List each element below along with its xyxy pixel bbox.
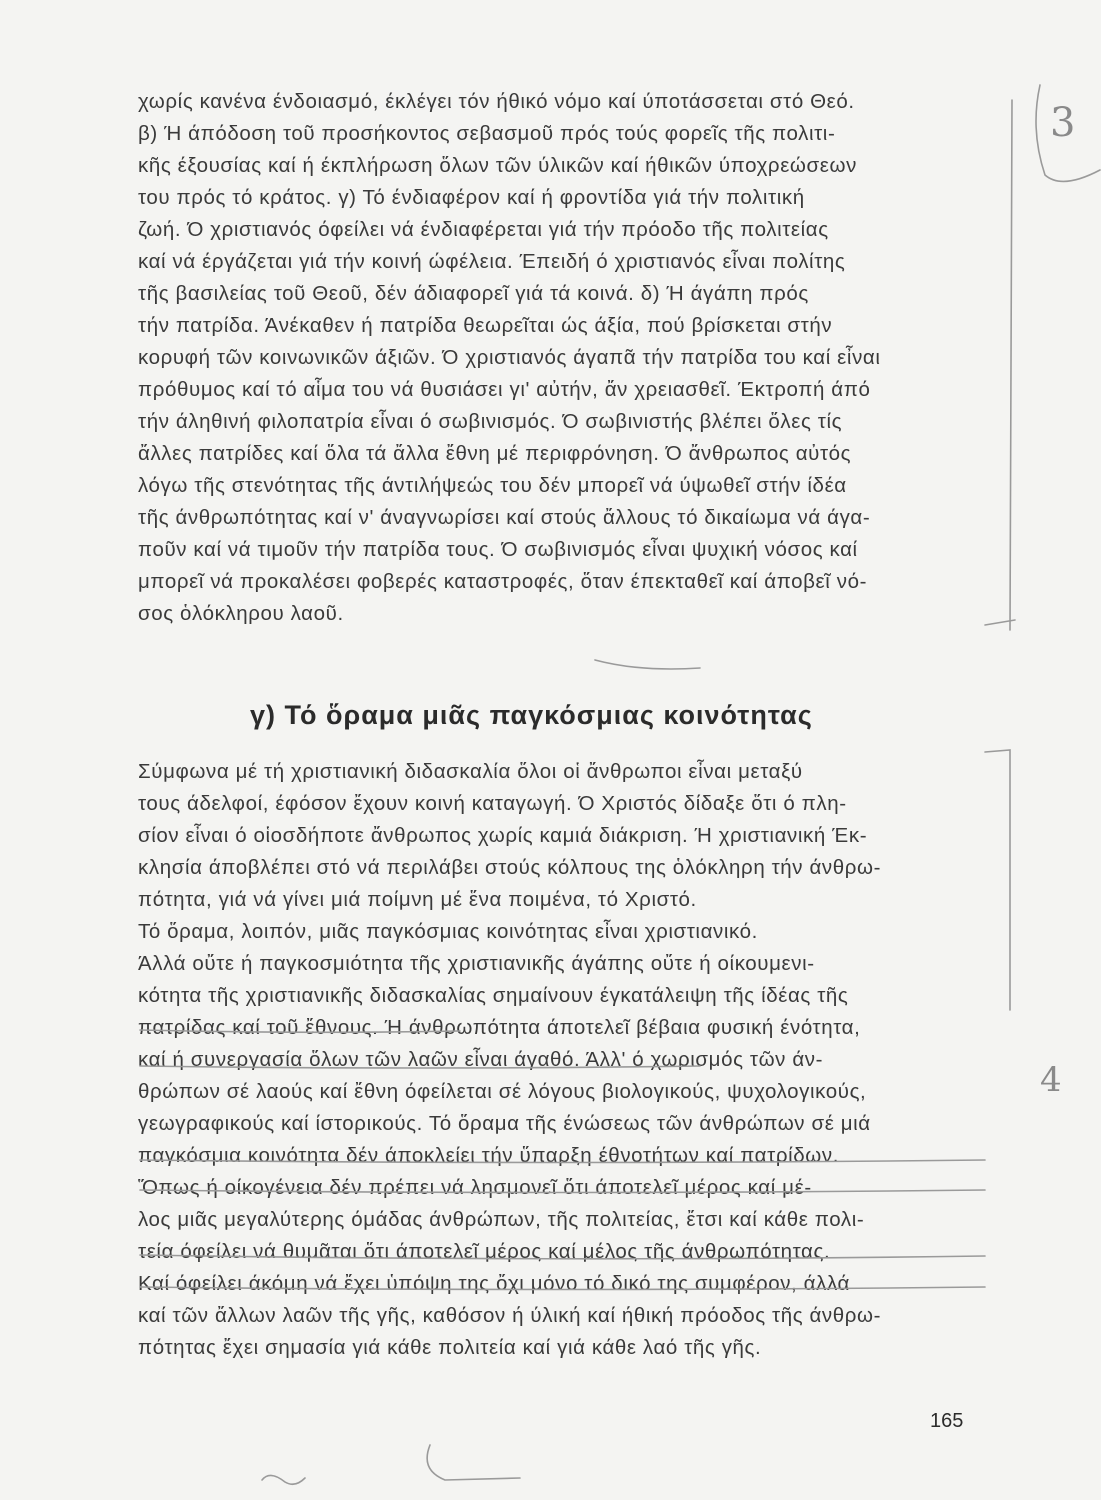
text-line: κορυφή τῶν κοινωνικῶν άξιῶν. Ό χριστιανός άγαπᾶ τήν πατρίδα του καί εἶναι <box>138 346 881 369</box>
text-line: καί νά έργάζεται γιά τήν κοινή ώφέλεια. Έπειδή ό χριστιανός εἶναι πολίτης <box>138 250 846 273</box>
text-line: χωρίς κανένα ένδοιασμό, έκλέγει τόν ήθικό νόμο καί ύποτάσσεται στό Θεό. <box>138 90 855 113</box>
text-line: τήν άληθινή φιλοπατρία εἶναι ό σωβινισμός. Ό σωβινιστής βλέπει ὅλες τίς <box>138 410 843 433</box>
text-line: λος μιᾶς μεγαλύτερης όμάδας άνθρώπων, τῆς πολιτείας, ἔτσι καί κάθε πολι- <box>138 1208 865 1231</box>
text-line: θρώπων σέ λαούς καί ἔθνη όφείλεται σέ λόγους βιολογικούς, ψυχολογικούς, <box>138 1080 867 1103</box>
text-line: ποῦν καί νά τιμοῦν τήν πατρίδα τους. Ό σωβινισμός εἶναι ψυχική νόσος καί <box>138 538 858 561</box>
text-line: Άλλά οὔτε ή παγκοσμιότητα τῆς χριστιανικῆς άγάπης οὔτε ή οίκουμενι- <box>138 952 815 975</box>
text-line: τῆς βασιλείας τοῦ Θεοῦ, δέν άδιαφορεῖ γιά τά κοινά. δ) Ή άγάπη πρός <box>138 282 809 305</box>
text-line: πότητας ἔχει σημασία γιά κάθε πολιτεία καί γιά κάθε λαό τῆς γῆς. <box>138 1336 762 1359</box>
text-line: Ὅπως ή οίκογένεια δέν πρέπει νά λησμονεῖ ὅτι άποτελεῖ μέρος καί μέ- <box>138 1176 812 1199</box>
text-line: κότητα τῆς χριστιανικῆς διδασκαλίας σημαίνουν έγκατάλειψη τῆς ίδέας τῆς <box>138 984 849 1007</box>
text-line: Καί όφείλει άκόμη νά ἔχει ὑπόψη της ὄχι μόνο τό δικό της συμφέρον, άλλά <box>138 1272 850 1295</box>
text-line: κλησία άποβλέπει στό νά περιλάβει στούς κόλπους της ὁλόκληρη τήν άνθρω- <box>138 856 882 879</box>
text-line: σος ὁλόκληρου λαοῦ. <box>138 602 344 625</box>
text-line: λόγω τῆς στενότητας τῆς άντιλήψεώς του δέν μπορεῖ νά ύψωθεῖ στήν ίδέα <box>138 474 847 497</box>
margin-bracket <box>985 620 1015 625</box>
text-line: σίον εἶναι ό οἱοσδήποτε ἄνθρωπος χωρίς καμιά διάκριση. Ή χριστιανική Έκ- <box>138 824 868 847</box>
curve-mark <box>595 660 700 669</box>
handwritten-annotation: 3 <box>1050 100 1076 146</box>
text-line: τους άδελφοί, έφόσον ἔχουν κοινή καταγωγή. Ό Χριστός δίδαξε ὅτι ό πλη- <box>138 792 847 815</box>
text-line: τῆς άνθρωπότητας καί ν' άναγνωρίσει καί στούς ἄλλους τό δικαίωμα νά άγα- <box>138 506 871 529</box>
text-line: πατρίδας καί τοῦ ἔθνους. Ή άνθρωπότητα άποτελεῖ βέβαια φυσική ένότητα, <box>138 1016 861 1039</box>
text-line: Τό ὅραμα, λοιπόν, μιᾶς παγκόσμιας κοινότητας εἶναι χριστιανικό. <box>138 920 758 943</box>
text-line: κῆς έξουσίας καί ή έκπλήρωση ὅλων τῶν ύλικῶν καί ήθικῶν ύποχρεώσεων <box>138 154 857 177</box>
text-line: παγκόσμια κοινότητα δέν άποκλείει τήν ὕπαρξη έθνοτήτων καί πατρίδων. <box>138 1144 840 1167</box>
section-heading: γ) Τό ὅραμα μιᾶς παγκόσμιας κοινότητας <box>250 700 813 730</box>
margin-bracket <box>985 750 1010 1010</box>
text-line: πότητα, γιά νά γίνει μιά ποίμνη μέ ἕνα ποιμένα, τό Χριστό. <box>138 888 697 911</box>
paragraph-continuation <box>138 86 984 630</box>
curve-mark <box>427 1445 520 1480</box>
text-line: καί τῶν ἄλλων λαῶν τῆς γῆς, καθόσον ή ύλική καί ήθική πρόοδος τῆς άνθρω- <box>138 1304 882 1327</box>
text-line: καί ή συνεργασία ὅλων τῶν λαῶν εἶναι άγαθό. Άλλ' ό χωρισμός τῶν άν- <box>138 1048 824 1071</box>
text-line: β) Ή άπόδοση τοῦ προσήκοντος σεβασμοῦ πρός τούς φορεῖς τῆς πολιτι- <box>138 122 836 145</box>
section-body <box>138 756 984 1364</box>
margin-bracket <box>1010 100 1012 630</box>
page-number: 165 <box>930 1410 964 1432</box>
curve-mark <box>262 1475 305 1484</box>
text-line: πρόθυμος καί τό αἷμα του νά θυσιάσει γι' αὐτήν, ἄν χρειασθεῖ. Έκτροπή άπό <box>138 378 871 401</box>
text-line: γεωγραφικούς καί ίστορικούς. Τό ὅραμα τῆς ένώσεως τῶν άνθρώπων σέ μιά <box>138 1112 871 1135</box>
text-line: του πρός τό κράτος. γ) Τό ένδιαφέρον καί ή φροντίδα γιά τήν πολιτική <box>138 186 805 209</box>
text-line: μπορεῖ νά προκαλέσει φοβερές καταστροφές, ὅταν έπεκταθεῖ καί άποβεῖ νό- <box>138 570 868 593</box>
text-line: τεία όφείλει νά θυμᾶται ὅτι άποτελεῖ μέρος καί μέλος τῆς άνθρωπότητας. <box>138 1240 831 1263</box>
handwritten-annotation: 4 <box>1040 1060 1062 1100</box>
text-line: τήν πατρίδα. Άνέκαθεν ή πατρίδα θεωρεῖται ώς άξία, πού βρίσκεται στήν <box>138 314 833 337</box>
text-line: ἄλλες πατρίδες καί ὅλα τά ἄλλα ἔθνη μέ περιφρόνηση. Ό ἄνθρωπος αὐτός <box>138 442 852 465</box>
text-line: ζωή. Ό χριστιανός όφείλει νά ένδιαφέρεται γιά τήν πρόοδο τῆς πολιτείας <box>138 218 829 241</box>
text-line: Σύμφωνα μέ τή χριστιανική διδασκαλία ὅλοι οἱ ἄνθρωποι εἶναι μεταξύ <box>138 760 803 783</box>
